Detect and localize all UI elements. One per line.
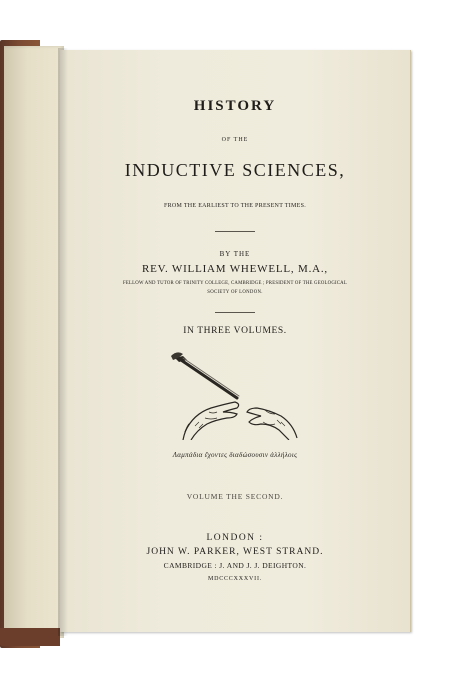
imprint-cambridge: CAMBRIDGE : J. AND J. J. DEIGHTON. xyxy=(163,561,307,570)
imprint-city: LONDON : xyxy=(206,533,264,543)
imprint-date: MDCCCXXXVII. xyxy=(207,576,263,582)
volumes-count: IN THREE VOLUMES. xyxy=(183,326,287,336)
subtitle-from-earliest: FROM THE EARLIEST TO THE PRESENT TIMES. xyxy=(163,203,307,209)
title-inductive-sciences: INDUCTIVE SCIENCES, xyxy=(124,160,346,180)
imprint-publisher: JOHN W. PARKER, WEST STRAND. xyxy=(146,547,324,557)
title-history: HISTORY xyxy=(193,98,277,114)
title-page xyxy=(60,50,411,632)
facing-page xyxy=(4,46,64,638)
greek-motto: Λαμπάδια ἔχοντες διαδώσουσιν ἀλλήλοις xyxy=(172,451,298,459)
volume-designation: VOLUME THE SECOND. xyxy=(186,492,284,501)
book-cover-bottom xyxy=(0,628,60,646)
by-the: BY THE xyxy=(219,250,251,258)
title-of-the: OF THE xyxy=(221,137,249,143)
author-credentials-line-1: FELLOW AND TUTOR OF TRINITY COLLEGE, CAMBRIDGE ; PRESIDENT OF THE GEOLOGICAL xyxy=(123,281,347,286)
hands-passing-torch-icon xyxy=(165,350,305,440)
author-credentials-line-2: SOCIETY OF LONDON. xyxy=(207,290,263,295)
divider-rule-2 xyxy=(215,312,255,313)
divider-rule-1 xyxy=(215,231,255,232)
page-gutter-shadow xyxy=(58,48,68,636)
author-name: REV. WILLIAM WHEWELL, M.A., xyxy=(142,263,328,275)
